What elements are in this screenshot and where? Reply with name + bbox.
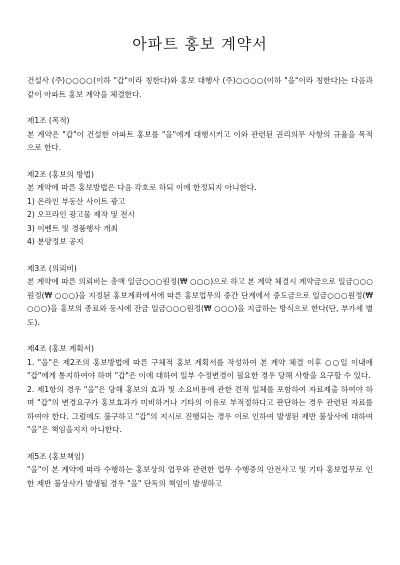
article-3-heading: 제3조 (의뢰비): [27, 263, 77, 273]
article-5-heading: 제5조 (홍보책임): [27, 451, 85, 461]
article-1-heading: 제1조 (목적): [27, 116, 70, 125]
article-4-paragraph: 2. 제1항의 경우 "을"은 당해 홍보의 효과 및 소요비용에 관한 견적 일체를 포함하여 자료제출 하여야 하며 "갑"의 변경요구가 홍보효과가 미비하거나 기타의 이유로 부적절하다고 판단하는 경우 관련된 자료를 하여야 한다. 그럼에도 불구하고 "갑"의 지시로 진행되는 경우 이로 인하여 발생된 제반 불상사에 대하여 "을"은 책임을지지 아니한다.: [27, 384, 373, 434]
article-2: [27, 168, 373, 249]
document-body: [27, 74, 373, 490]
article-5: [27, 450, 373, 491]
document-title: 아파트 홍보 계약서: [132, 35, 268, 53]
article-3: [27, 262, 373, 330]
article-2-item: 2) 오프라인 광고물 제작 및 전시: [27, 210, 135, 219]
article-2-paragraph: 본 계약에 따른 홍보방법은 다음 각호로 하되 이에 한정되지 아니한다.: [27, 183, 257, 192]
article-2-item: 3) 이벤트 및 경품행사 개최: [27, 223, 118, 233]
article-1: [27, 114, 373, 155]
article-4-paragraph: 1. "을"은 제2조의 홍보방법에 따른 구체적 홍보 계획서를 작성하여 본 계약 체결 이후 ○○일 이내에 "갑"에게 통지하여야 하며 "갑"은 이에 대하여 일부 수정변경이 필요한 경우 당해 사항을 요구할 수 있다.: [27, 357, 373, 380]
article-5-paragraph: "을"이 본 계약에 따라 수행하는 홍보상의 업무와 관련한 업무 수행중의 안전사고 및 기타 홍보업무로 인한 제반 불상사가 발생될 경우 "을" 단독의 책임이 발생하고: [27, 465, 373, 488]
article-3-paragraph: 본 계약에 따른 의뢰비는 총액 일금○○○원정(₩ ○○○)으로 하고 본 계약 체결시 계약금으로 일금○○○원정(₩ ○○○)을 지정된 홍보계좌에서에 따른 홍보업무의 중간 단계에서 중도금으로 일금○○○원정(₩ ○○○)을 홍보의 종료와 동시에 잔금 일금○○○원정(₩ ○○○)을 지급하는 방식으로 한다(단, 부가세 별도).: [27, 277, 373, 327]
intro-paragraph: 건설사 (주)○○○○(이하 "갑"이라 칭한다)와 홍보 대행사 (주)○○○○(이하 "을"이라 칭한다)는 다음과 같이 아파트 홍보 계약을 체결한다.: [27, 76, 373, 99]
article-4: [27, 342, 373, 437]
article-2-item: 4) 분양정보 공지: [27, 237, 84, 246]
article-2-heading: 제2조 (홍보의 방법): [27, 169, 94, 179]
article-1-paragraph: 본 계약은 "갑"이 건설한 아파트 홍보를 "을"에게 대행시키고 이와 관련된 권리의무 사항의 규율을 목적으로 한다.: [27, 129, 373, 152]
article-4-heading: 제4조 (홍보 계획서): [27, 344, 94, 353]
article-2-item: 1) 온라인 부동산 사이트 광고: [27, 196, 126, 206]
